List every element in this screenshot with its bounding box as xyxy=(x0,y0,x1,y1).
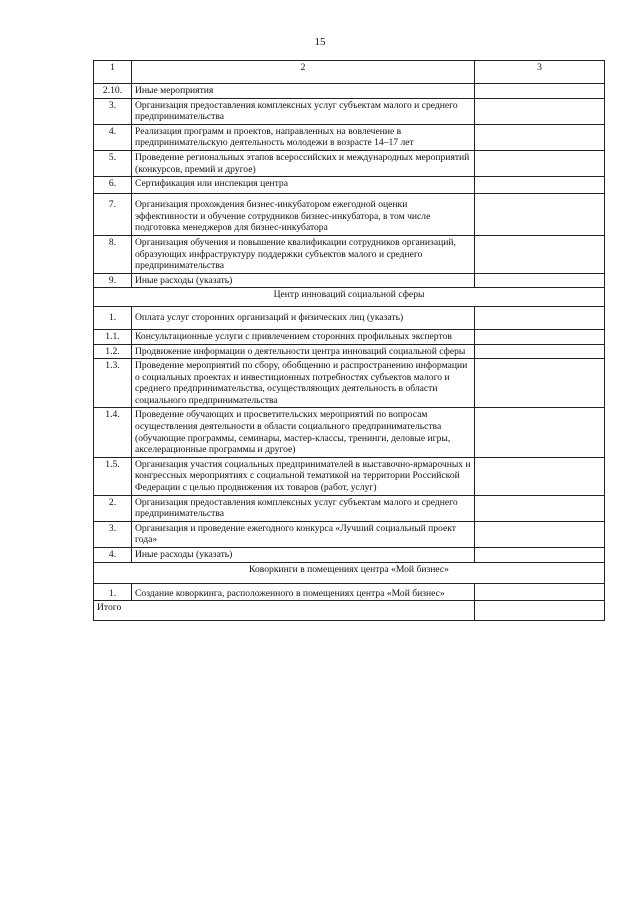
row-description: Проведение обучающих и просветительских мероприятий по вопросам осуществления деятельности в области социального предпринимательства (обучающие программы, семинары, мастер-классы, тренинги, деловые игры, акселерационные программы и другое) xyxy=(132,408,475,457)
row-number: 2.10. xyxy=(94,84,132,99)
row-value xyxy=(475,329,605,344)
row-number: 1.4. xyxy=(94,408,132,457)
row-value xyxy=(475,194,605,236)
row-number: 4. xyxy=(94,124,132,150)
row-number: 1.2. xyxy=(94,344,132,359)
section-row xyxy=(94,288,605,307)
row-description: Оплата услуг сторонних организаций и физических лиц (указать) xyxy=(132,307,475,330)
total-row xyxy=(94,601,605,621)
row-value xyxy=(475,98,605,124)
table-row xyxy=(94,194,605,236)
table-row xyxy=(94,457,605,495)
table-row xyxy=(94,521,605,547)
row-number: 5. xyxy=(94,150,132,176)
row-number: 3. xyxy=(94,98,132,124)
header-cell-1: 1 xyxy=(94,61,132,84)
row-description: Сертификация или инспекция центра xyxy=(132,177,475,194)
table-row xyxy=(94,344,605,359)
row-number: 1.3. xyxy=(94,359,132,408)
row-value xyxy=(475,177,605,194)
row-description: Продвижение информации о деятельности центра инноваций социальной сферы xyxy=(132,344,475,359)
row-value xyxy=(475,344,605,359)
section-title-coworking: Коворкинги в помещениях центра «Мой бизнес» xyxy=(94,562,605,583)
row-description: Организация обучения и повышение квалификации сотрудников организаций, образующих инфраструктуру поддержки субъектов малого и среднего предпринимательства xyxy=(132,235,475,273)
row-description: Проведение мероприятий по сбору, обобщению и распространению информации о социальных проектах и инвестиционных потребностях субъектов малого и среднего предпринимательства, осуществляющих деятельность в области социального предпринимательства xyxy=(132,359,475,408)
row-value xyxy=(475,408,605,457)
row-number: 1.1. xyxy=(94,329,132,344)
table-row xyxy=(94,124,605,150)
row-number: 8. xyxy=(94,235,132,273)
table-row xyxy=(94,307,605,330)
page-number: 15 xyxy=(314,36,326,48)
section-title-social: Центр инноваций социальной сферы xyxy=(94,288,605,307)
header-cell-3: 3 xyxy=(475,61,605,84)
row-value xyxy=(475,307,605,330)
row-description: Иные расходы (указать) xyxy=(132,273,475,288)
row-description: Проведение региональных этапов всероссийских и международных мероприятий (конкурсов, премий и другое) xyxy=(132,150,475,176)
row-number: 1. xyxy=(94,307,132,330)
row-number: 2. xyxy=(94,495,132,521)
row-value xyxy=(475,124,605,150)
table-row xyxy=(94,235,605,273)
row-value xyxy=(475,273,605,288)
total-value xyxy=(475,601,605,621)
row-description: Организация прохождения бизнес-инкубатором ежегодной оценки эффективности и обучение сотрудников бизнес-инкубатора, в том числе подготовка менеджеров для бизнес-инкубатора xyxy=(132,194,475,236)
row-description: Иные расходы (указать) xyxy=(132,548,475,563)
table-row xyxy=(94,583,605,601)
row-number: 1.5. xyxy=(94,457,132,495)
row-number: 3. xyxy=(94,521,132,547)
row-value xyxy=(475,359,605,408)
row-number: 6. xyxy=(94,177,132,194)
row-value xyxy=(475,521,605,547)
table-row xyxy=(94,548,605,563)
row-value xyxy=(475,548,605,563)
table-row xyxy=(94,98,605,124)
row-description: Реализация программ и проектов, направленных на вовлечение в предпринимательскую деятельность молодежи в возрасте 14–17 лет xyxy=(132,124,475,150)
table-row xyxy=(94,329,605,344)
row-description: Организация предоставления комплексных услуг субъектам малого и среднего предпринимательства xyxy=(132,98,475,124)
expense-table xyxy=(93,60,605,621)
row-number: 9. xyxy=(94,273,132,288)
row-description: Организация предоставления комплексных услуг субъектам малого и среднего предпринимательства xyxy=(132,495,475,521)
row-number: 4. xyxy=(94,548,132,563)
table-row xyxy=(94,359,605,408)
row-value xyxy=(475,84,605,99)
table-row xyxy=(94,177,605,194)
row-value xyxy=(475,235,605,273)
row-value xyxy=(475,150,605,176)
row-description: Организация и проведение ежегодного конкурса «Лучший социальный проект года» xyxy=(132,521,475,547)
table-row xyxy=(94,273,605,288)
table-row xyxy=(94,84,605,99)
total-label: Итого xyxy=(94,601,475,621)
row-description: Иные мероприятия xyxy=(132,84,475,99)
row-description: Создание коворкинга, расположенного в помещениях центра «Мой бизнес» xyxy=(132,583,475,601)
table-row xyxy=(94,150,605,176)
row-number: 1. xyxy=(94,583,132,601)
row-value xyxy=(475,583,605,601)
row-number: 7. xyxy=(94,194,132,236)
section-row xyxy=(94,562,605,583)
table-row xyxy=(94,495,605,521)
header-cell-2: 2 xyxy=(132,61,475,84)
table-row xyxy=(94,408,605,457)
row-value xyxy=(475,457,605,495)
table-header-row xyxy=(94,61,605,84)
row-value xyxy=(475,495,605,521)
row-description: Консультационные услуги с привлечением сторонних профильных экспертов xyxy=(132,329,475,344)
row-description: Организация участия социальных предпринимателей в выставочно-ярмарочных и конгрессных мероприятиях с социальной тематикой на территории Российской Федерации с целью продвижения их товаров (работ, услуг) xyxy=(132,457,475,495)
